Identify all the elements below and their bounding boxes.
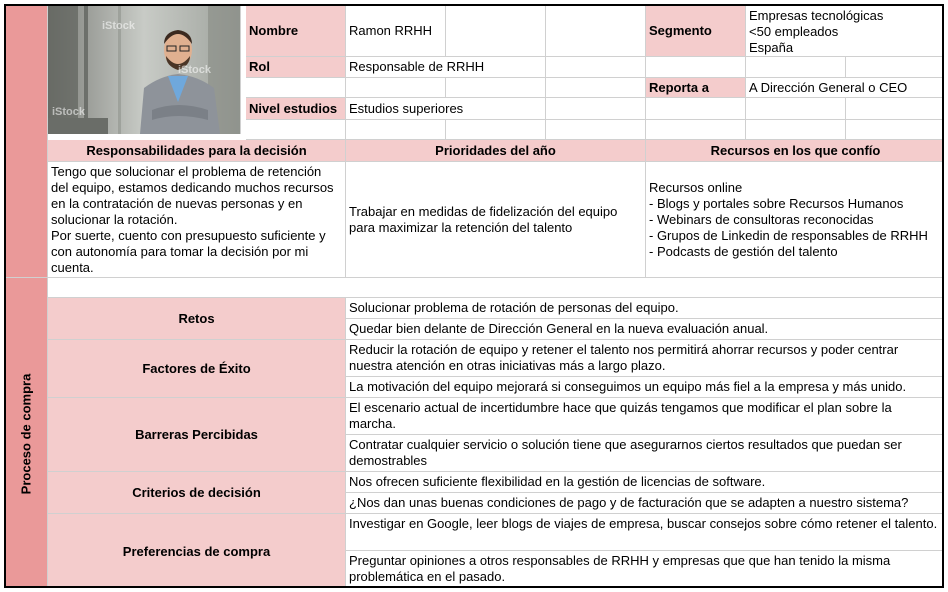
empty-cell [846,57,944,78]
photo-watermark: iStock [52,106,86,118]
proceso-label-preferencias: Preferencias de compra [48,514,346,588]
nivel-label: Nivel estudios [246,98,346,120]
header-recursos: Recursos en los que confío [646,140,944,162]
empty-cell [546,6,646,57]
proceso-item: Investigar en Google, leer blogs de viajes de empresa, buscar consejos sobre cómo retener el talento. [346,514,944,551]
header-prioridades: Prioridades del año [346,140,646,162]
recursos-text: Recursos online - Blogs y portales sobre Recursos Humanos - Webinars de consultoras reconocidas - Grupos de Linkedin de responsables de RRHH - Podcasts de gestión del talento [646,162,944,278]
sidebar-label: Proceso de compra [18,373,34,494]
reporta-label: Reporta a [646,78,746,98]
empty-cell [446,78,546,98]
responsabilidades-text: Tengo que solucionar el problema de retención del equipo, estamos dedicando muchos recursos en la contratación de nuevas personas y en solucionar la rotación. Por suerte, cuento con presupuesto suficiente y con autonomía para tomar la decisión por mi cuenta. [48,162,346,278]
prioridades-text: Trabajar en medidas de fidelización del equipo para maximizar la retención del talento [346,162,646,278]
proceso-item: Reducir la rotación de equipo y retener el talento nos permitirá ahorrar recursos y poder centrar nuestra atención en otras iniciativas más a largo plazo. [346,340,944,377]
empty-cell [546,57,646,78]
proceso-item: Preguntar opiniones a otros responsables de RRHH y empresas que que han tenido la misma problemática en el pasado. [346,551,944,588]
proceso-item: Quedar bien delante de Dirección General en la nueva evaluación anual. [346,319,944,340]
photo-watermark: iStock [178,64,212,76]
empty-cell [546,120,646,140]
rol-value [346,57,546,78]
reporta-value: A Dirección General o CEO [746,78,944,98]
header-responsabilidades: Responsabilidades para la decisión [48,140,346,162]
nivel-value: Estudios superiores [346,98,546,120]
proceso-item: Solucionar problema de rotación de personas del equipo. [346,298,944,319]
empty-cell [646,57,746,78]
photo-watermark: iStock [102,20,136,32]
segmento-value: Empresas tecnológicas <50 empleados España [746,6,944,57]
empty-cell [546,98,646,120]
persona-sheet [4,4,944,588]
proceso-item: La motivación del equipo mejorará si conseguimos un equipo más fiel a la empresa y más unido. [346,377,944,398]
spacer-row [48,278,944,298]
proceso-item: ¿Nos dan unas buenas condiciones de pago y de facturación que se adapten a nuestro sistema? [346,493,944,514]
empty-cell [646,98,746,120]
empty-cell [346,78,446,98]
proceso-item: Contratar cualquier servicio o solución tiene que asegurarnos ciertos resultados que puedan ser demostrables [346,435,944,472]
nombre-label: Nombre [246,6,346,57]
empty-cell [346,120,446,140]
sidebar-top [6,6,48,278]
rol-value-text: Responsable de RRHH [349,59,485,74]
proceso-item: El escenario actual de incertidumbre hace que quizás tengamos que modificar el plan sobre la marcha. [346,398,944,435]
profile-photo [48,6,241,134]
proceso-label-factores: Factores de Éxito [48,340,346,398]
empty-cell [746,57,846,78]
nombre-value: Ramon RRHH [346,6,446,57]
segmento-label: Segmento [646,6,746,57]
sidebar-proceso [6,278,48,588]
empty-cell [846,98,944,120]
rol-label: Rol [246,57,346,78]
proceso-label-retos: Retos [48,298,346,340]
empty-cell [746,120,846,140]
empty-cell [246,78,346,98]
empty-cell [546,78,646,98]
proceso-label-barreras: Barreras Percibidas [48,398,346,472]
empty-cell [246,120,346,140]
empty-cell [446,120,546,140]
empty-cell [446,6,546,57]
empty-cell [646,120,746,140]
empty-cell [846,120,944,140]
proceso-item: Nos ofrecen suficiente flexibilidad en la gestión de licencias de software. [346,472,944,493]
empty-cell [746,98,846,120]
proceso-label-criterios: Criterios de decisión [48,472,346,514]
